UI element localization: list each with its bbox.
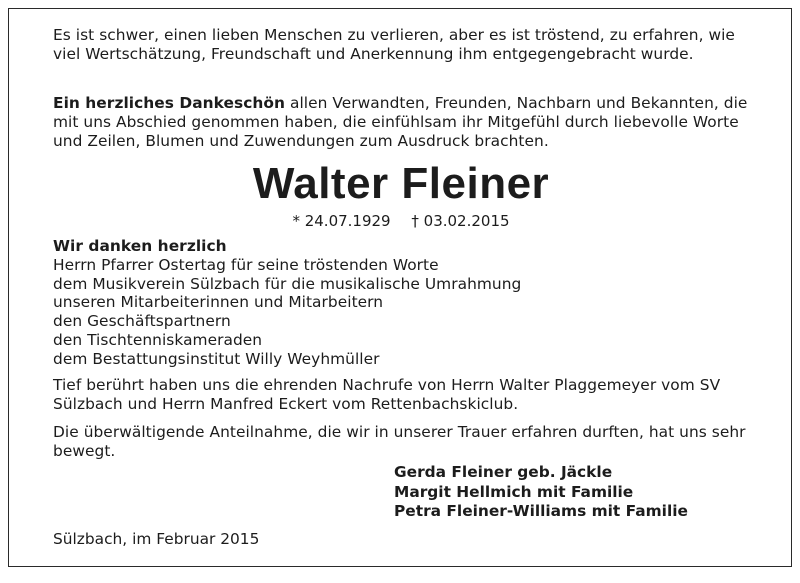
tribute-paragraph: Tief berührt haben uns die ehrenden Nachrufe von Herrn Walter Plaggemeyer vom SV Sülzbach und Herrn Manfred Eckert vom Rettenbachskiclub. <box>53 376 721 413</box>
acknowledgement-list <box>53 237 753 369</box>
thanks-lead: Ein herzliches Dankeschön <box>53 94 286 112</box>
signers <box>394 463 688 522</box>
acknowledgement-item: unseren Mitarbeiterinnen und Mitarbeitern <box>53 293 384 312</box>
birth-date: * 24.07.1929 <box>292 212 391 230</box>
thanks-paragraph <box>53 94 753 150</box>
acknowledgement-item: dem Musikverein Sülzbach für die musikalische Umrahmung <box>53 274 522 293</box>
place-date: Sülzbach, im Februar 2015 <box>53 530 260 548</box>
acknowledgement-item: den Geschäftspartnern <box>53 312 231 331</box>
signer: Petra Fleiner-Williams mit Familie <box>394 502 688 520</box>
death-date: † 03.02.2015 <box>411 212 510 230</box>
obituary-notice <box>8 8 792 567</box>
acknowledgement-item: Herrn Pfarrer Ostertag für seine tröstenden Worte <box>53 255 439 274</box>
acknowledgement-heading: Wir danken herzlich <box>53 237 227 255</box>
acknowledgement-item: dem Bestattungsinstitut Willy Weyhmüller <box>53 349 380 368</box>
thanks-text: allen Verwandten, Freunden, Nachbarn und Bekannten, die mit uns Abschied genommen haben, die einfühlsam ihr Mitgefühl durch liebevolle Worte und Zeilen, Blumen und Zuwendungen zum Ausdruck brachten. <box>53 94 748 150</box>
signer: Gerda Fleiner geb. Jäckle <box>394 463 613 481</box>
life-dates <box>9 212 793 230</box>
deceased-name: Walter Fleiner <box>252 159 550 208</box>
acknowledgement-item: den Tischtenniskameraden <box>53 330 263 349</box>
signer: Margit Hellmich mit Familie <box>394 482 634 501</box>
closing-paragraph: Die überwältigende Anteilnahme, die wir in unserer Trauer erfahren durften, hat uns sehr bewegt. <box>53 423 746 460</box>
intro-paragraph: Es ist schwer, einen lieben Menschen zu verlieren, aber es ist tröstend, zu erfahren, wie viel Wertschätzung, Freundschaft und Anerkennung ihm entgegengebracht wurde. <box>53 26 735 63</box>
